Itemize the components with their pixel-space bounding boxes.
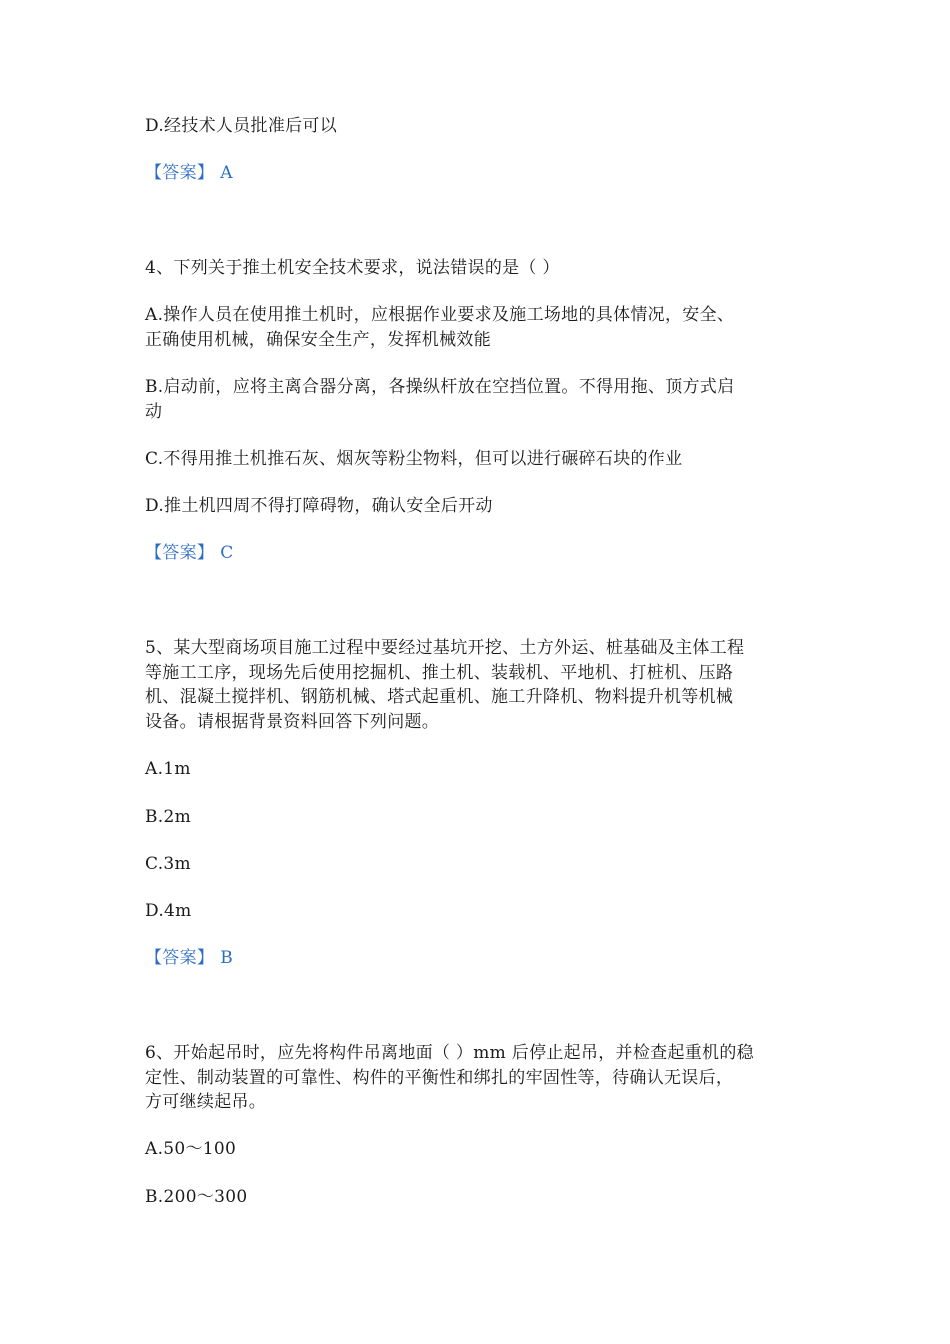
q6-option-b: B.200～300 <box>145 1187 248 1207</box>
q5-option-b: B.2m <box>145 807 192 827</box>
answer-label: 【答案】 <box>145 543 215 563</box>
q5-answer <box>145 946 233 970</box>
answer-value: A <box>220 163 233 183</box>
q5-stem-line-3: 机、混凝土搅拌机、钢筋机械、塔式起重机、施工升降机、物料提升机等机械 <box>145 687 734 707</box>
q3-answer <box>145 161 233 185</box>
q4-option-b-line-2: 动 <box>145 402 163 422</box>
q3-option-d: D.经技术人员批准后可以 <box>145 116 338 136</box>
q5-option-c: C.3m <box>145 854 191 874</box>
q4-option-a-line-2: 正确使用机械，确保安全生产，发挥机械效能 <box>145 330 491 350</box>
q5-stem-line-4: 设备。请根据背景资料回答下列问题。 <box>145 712 440 732</box>
q4-option-b-line-1: B.启动前，应将主离合器分离，各操纵杆放在空挡位置。不得用拖、顶方式启 <box>145 377 735 397</box>
q6-option-a: A.50～100 <box>145 1139 237 1159</box>
q4-answer <box>145 541 234 565</box>
answer-value: C <box>220 543 234 563</box>
q4-option-d: D.推土机四周不得打障碍物，确认安全后开动 <box>145 496 493 516</box>
q5-option-d: D.4m <box>145 901 192 921</box>
q4-option-a-line-1: A.操作人员在使用推土机时，应根据作业要求及施工场地的具体情况，安全、 <box>145 305 735 325</box>
q6-stem-line-1: 6、开始起吊时，应先将构件吊离地面（ ）mm 后停止起吊，并检查起重机的稳 <box>145 1043 754 1063</box>
answer-value: B <box>220 948 233 968</box>
q5-option-a: A.1m <box>145 759 191 779</box>
q5-stem-line-2: 等施工工序，现场先后使用挖掘机、推土机、装载机、平地机、打桩机、压路 <box>145 663 734 683</box>
q4-stem: 4、下列关于推土机安全技术要求，说法错误的是（ ） <box>145 258 560 278</box>
q4-option-c: C.不得用推土机推石灰、烟灰等粉尘物料，但可以进行碾碎石块的作业 <box>145 449 683 469</box>
q5-stem-line-1: 5、某大型商场项目施工过程中要经过基坑开挖、土方外运、桩基础及主体工程 <box>145 638 745 658</box>
answer-label: 【答案】 <box>145 163 215 183</box>
answer-label: 【答案】 <box>145 948 215 968</box>
q6-stem-line-3: 方可继续起吊。 <box>145 1092 267 1112</box>
q6-stem-line-2: 定性、制动装置的可靠性、构件的平衡性和绑扎的牢固性等，待确认无误后， <box>145 1068 734 1088</box>
